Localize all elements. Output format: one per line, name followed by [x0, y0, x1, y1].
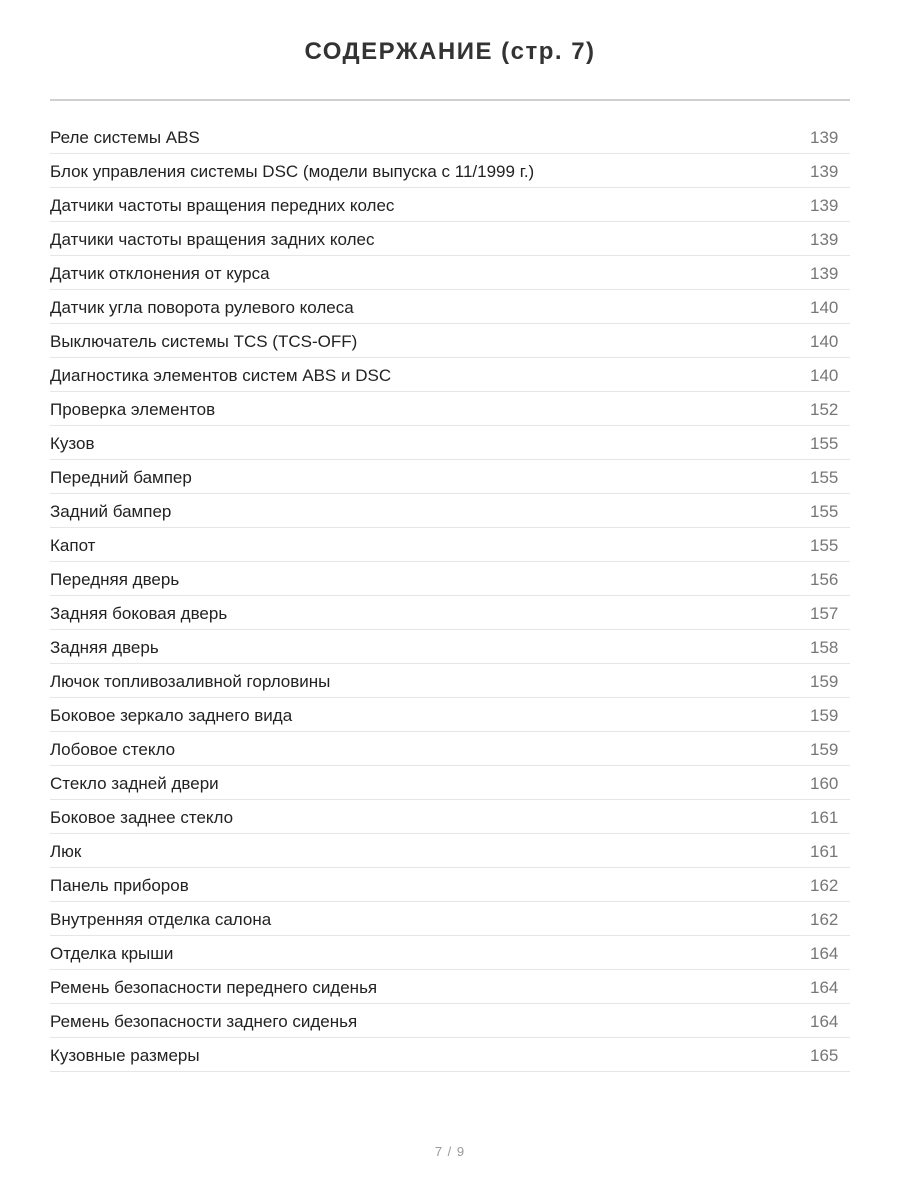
toc-entry-page: 155: [810, 501, 839, 521]
toc-row[interactable]: [50, 936, 850, 970]
toc-entry-page: 164: [810, 977, 839, 997]
toc-list: [50, 120, 850, 1072]
page-indicator: 7 / 9: [434, 1144, 466, 1159]
toc-entry-page: 155: [810, 535, 839, 555]
toc-row[interactable]: [50, 766, 850, 800]
toc-entry-label: Задний бампер: [50, 501, 172, 521]
toc-entry-label: Блок управления системы DSC (модели выпуска с 11/1999 г.): [50, 161, 535, 181]
toc-entry-label: Боковое зеркало заднего вида: [50, 705, 293, 725]
toc-entry-label: Лючок топливозаливной горловины: [50, 671, 331, 691]
toc-entry-page: 155: [810, 433, 839, 453]
toc-entry-page: 158: [810, 637, 839, 657]
toc-row[interactable]: [50, 562, 850, 596]
toc-entry-page: 139: [810, 127, 839, 147]
toc-entry-label: Диагностика элементов систем ABS и DSC: [50, 365, 392, 385]
toc-entry-label: Задняя боковая дверь: [50, 603, 228, 623]
toc-entry-page: 159: [810, 739, 839, 759]
toc-entry-page: 140: [810, 365, 839, 385]
toc-row[interactable]: [50, 800, 850, 834]
toc-entry-page: 139: [810, 195, 839, 215]
toc-entry-page: 161: [810, 807, 839, 827]
toc-row[interactable]: [50, 154, 850, 188]
toc-row[interactable]: [50, 460, 850, 494]
toc-entry-label: Кузовные размеры: [50, 1045, 200, 1065]
toc-entry-label: Лобовое стекло: [50, 739, 176, 759]
toc-entry-page: 140: [810, 331, 839, 351]
toc-entry-label: Выключатель системы TCS (TCS-OFF): [50, 331, 358, 351]
toc-row[interactable]: [50, 868, 850, 902]
toc-entry-label: Передняя дверь: [50, 569, 180, 589]
toc-row[interactable]: [50, 970, 850, 1004]
toc-entry-label: Отделка крыши: [50, 943, 174, 963]
toc-row[interactable]: [50, 1004, 850, 1038]
toc-row[interactable]: [50, 834, 850, 868]
page-title: СОДЕРЖАНИЕ (стр. 7): [304, 38, 596, 65]
toc-row[interactable]: [50, 188, 850, 222]
toc-row[interactable]: [50, 256, 850, 290]
toc-entry-page: 139: [810, 229, 839, 249]
toc-entry-label: Датчик угла поворота рулевого колеса: [50, 297, 354, 317]
toc-entry-page: 157: [810, 603, 839, 623]
toc-row[interactable]: [50, 902, 850, 936]
toc-entry-page: 165: [810, 1045, 839, 1065]
toc-entry-label: Люк: [50, 841, 82, 861]
toc-entry-page: 160: [810, 773, 839, 793]
toc-entry-page: 159: [810, 705, 839, 725]
toc-row[interactable]: [50, 290, 850, 324]
toc-entry-label: Кузов: [50, 433, 95, 453]
toc-entry-page: 152: [810, 399, 839, 419]
toc-entry-label: Панель приборов: [50, 875, 189, 895]
toc-entry-page: 164: [810, 1011, 839, 1031]
toc-entry-page: 139: [810, 263, 839, 283]
toc-row[interactable]: [50, 528, 850, 562]
toc-entry-label: Датчик отклонения от курса: [50, 263, 270, 283]
toc-row[interactable]: [50, 392, 850, 426]
toc-entry-label: Датчики частоты вращения передних колес: [50, 195, 395, 215]
toc-entry-label: Реле системы ABS: [50, 127, 200, 147]
toc-entry-page: 164: [810, 943, 839, 963]
toc-entry-label: Задняя дверь: [50, 637, 159, 657]
toc-row[interactable]: [50, 222, 850, 256]
toc-row[interactable]: [50, 698, 850, 732]
toc-row[interactable]: [50, 426, 850, 460]
toc-entry-label: Боковое заднее стекло: [50, 807, 234, 827]
toc-entry-label: Ремень безопасности заднего сиденья: [50, 1011, 358, 1031]
toc-row[interactable]: [50, 664, 850, 698]
toc-entry-page: 139: [810, 161, 839, 181]
toc-row[interactable]: [50, 732, 850, 766]
toc-row[interactable]: [50, 358, 850, 392]
toc-row[interactable]: [50, 596, 850, 630]
toc-entry-label: Ремень безопасности переднего сиденья: [50, 977, 378, 997]
toc-entry-label: Проверка элементов: [50, 399, 216, 419]
toc-row[interactable]: [50, 494, 850, 528]
toc-row[interactable]: [50, 630, 850, 664]
toc-row[interactable]: [50, 324, 850, 358]
toc-entry-label: Капот: [50, 535, 96, 555]
toc-entry-label: Внутренняя отделка салона: [50, 909, 272, 929]
toc-entry-label: Стекло задней двери: [50, 773, 219, 793]
toc-entry-page: 155: [810, 467, 839, 487]
toc-entry-page: 161: [810, 841, 839, 861]
toc-entry-page: 162: [810, 875, 839, 895]
toc-row[interactable]: [50, 120, 850, 154]
toc-entry-page: 140: [810, 297, 839, 317]
toc-entry-page: 159: [810, 671, 839, 691]
toc-entry-page: 156: [810, 569, 839, 589]
toc-entry-page: 162: [810, 909, 839, 929]
toc-row[interactable]: [50, 1038, 850, 1072]
toc-entry-label: Передний бампер: [50, 467, 192, 487]
title-divider: [50, 99, 850, 101]
toc-entry-label: Датчики частоты вращения задних колес: [50, 229, 375, 249]
